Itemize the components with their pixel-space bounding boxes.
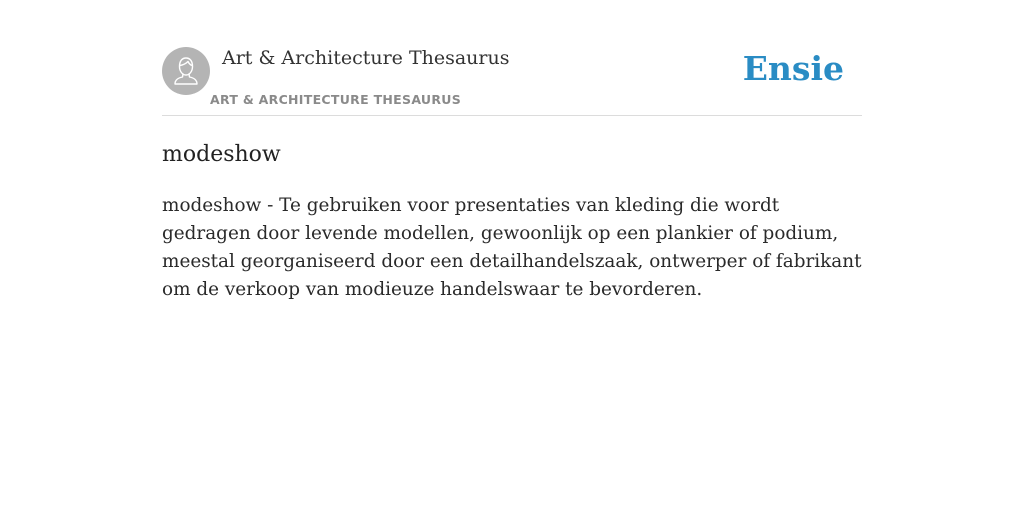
author-name[interactable]: Art & Architecture Thesaurus — [222, 47, 510, 69]
entry-header — [162, 0, 862, 116]
entry-definition: modeshow - Te gebruiken voor presentaties van kleding die wordt gedragen door levende modellen, gewoonlijk op een plankier of podium, meestal georganiseerd door een detailhandelszaak, ontwerper of fabrikant om de verkoop van modieuze handelswaar te bevorderen. — [162, 195, 862, 300]
brand-logo[interactable]: Ensie — [742, 49, 844, 88]
source-label[interactable]: ART & ARCHITECTURE THESAURUS — [210, 92, 462, 107]
avatar[interactable] — [162, 47, 210, 95]
entry-title: modeshow — [162, 142, 281, 167]
entry-card — [162, 0, 862, 300]
user-avatar-icon — [162, 47, 210, 95]
